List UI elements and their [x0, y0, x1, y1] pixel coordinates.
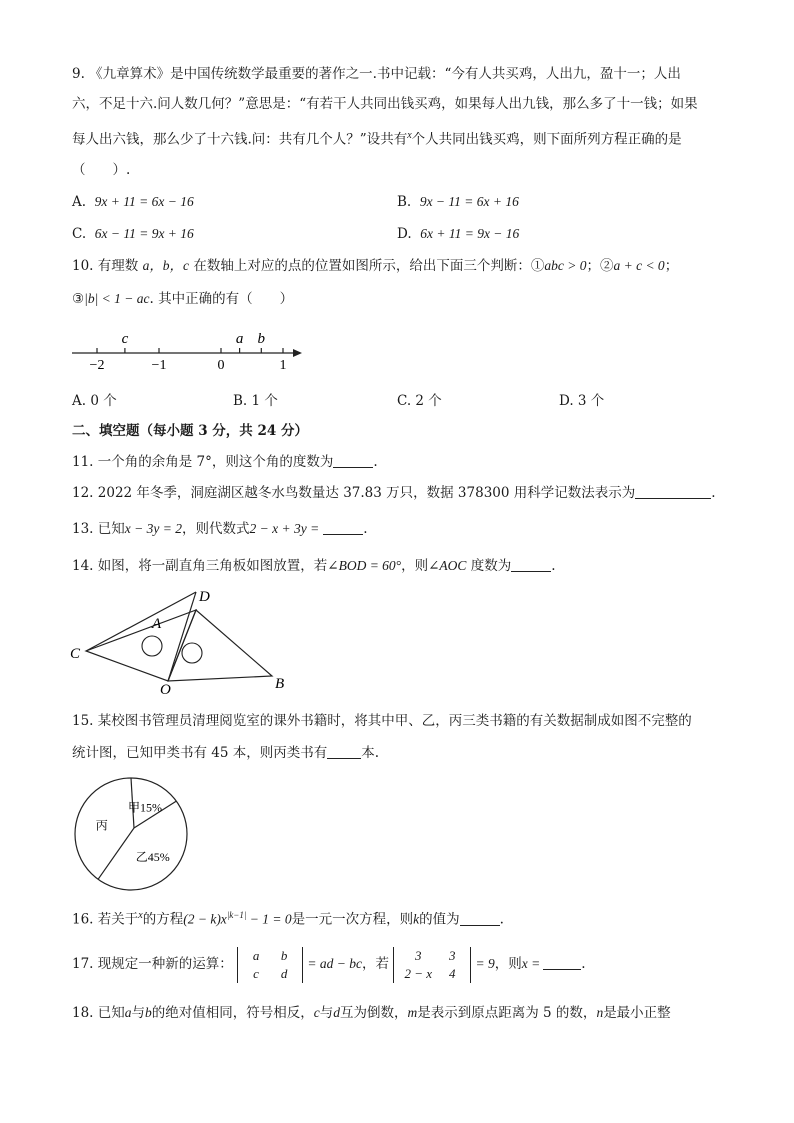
q9-option-d: D. 6x + 11 = 9x − 16: [397, 226, 520, 242]
pie-slice-label: 乙45%: [135, 849, 170, 864]
q11: 11. 一个角的余角是 7°，则这个角的度数为 .: [72, 454, 378, 470]
q16: 16. 若关于$^x$的方程$(2 - k)x^{|k-1|} - 1 = 0$是一元一次方程，则k的值为 .: [72, 910, 504, 928]
label-c: C: [70, 646, 81, 662]
number-line-points: [122, 331, 266, 353]
q9-option-b: B. 9x − 11 = 6x + 16: [397, 194, 519, 210]
number-line-tick-label: −1: [151, 358, 167, 373]
number-line-tick-label: 0: [217, 358, 225, 373]
label-o: O: [160, 682, 171, 696]
pie-slice-label: 甲15%: [127, 800, 162, 815]
pie-outline: [75, 778, 187, 890]
q9-line3: [72, 126, 682, 150]
q9-option-a: A. 9x + 11 = 6x − 16: [72, 194, 194, 210]
label-d: D: [199, 589, 210, 605]
number-line-figure: [66, 326, 316, 376]
triangle-aob: [168, 610, 272, 681]
q13-answer-blank: [323, 520, 363, 535]
determinant-definition: a b c d: [237, 947, 303, 983]
q10-option-d: D. 3 个: [559, 393, 605, 409]
q14: 14. 如图，将一副直角三角板如图放置，若∠BOD = 60°，则∠AOC 度数为 .: [72, 558, 556, 574]
number-line-tick-label: −2: [89, 358, 105, 373]
q16-answer-blank: [460, 911, 500, 926]
q15-line2: 统计图，已知甲类书有 45 本，则丙类书有 本.: [72, 745, 380, 761]
determinant-given: 3 3 2 − x 4: [393, 947, 471, 983]
q9-option-c: C. 6x − 11 = 9x + 16: [72, 226, 194, 242]
q12-answer-blank: [635, 484, 711, 499]
q13: 13. 已知x − 3y = 2，则代数式2 − x + 3y = .: [72, 521, 368, 537]
q10-line1: 10. 有理数 a，b，c 在数轴上对应的点的位置如图所示，给出下面三个判断：①abc > 0；②a + c < 0；: [72, 258, 679, 274]
section-title-fill-in: 二、填空题（每小题 3 分，共 24 分）: [72, 423, 308, 439]
number-line-point-label-c: c: [121, 331, 129, 347]
q15-answer-blank: [327, 744, 361, 759]
pie-slice-label: 丙: [95, 818, 108, 833]
q18: 18. 已知a与b的绝对值相同，符号相反，c与d互为倒数，m是表示到原点距离为 5 的数，n是最小正整: [72, 1005, 671, 1021]
q17: 17. 现规定一种新的运算： a b c d = ad − bc，若 3 3 2 − x 4 = 9，则x = .: [72, 947, 586, 981]
label-b: B: [275, 676, 285, 692]
q15-line1: 15. 某校图书管理员清理阅览室的课外书籍时，将其中甲、乙，丙三类书籍的有关数据制成如图不完整的: [72, 713, 692, 729]
q14-answer-blank: [511, 557, 551, 572]
q10-option-a: A. 0 个: [72, 393, 117, 409]
q9-line4: （ ）.: [72, 162, 131, 178]
q12: 12. 2022 年冬季，洞庭湖区越冬水鸟数量达 37.83 万只，数据 378300 用科学记数法表示为 .: [72, 485, 716, 501]
q11-answer-blank: [333, 453, 373, 468]
triangle-hole-left: [142, 636, 162, 656]
pie-labels: [96, 801, 170, 864]
q9-line1: 9. 《九章算术》是中国传统数学最重要的著作之一.书中记载：“今有人共买鸡，人出九，盈十一；人出: [72, 66, 681, 82]
label-a: A: [152, 616, 162, 632]
q10-option-c: C. 2 个: [397, 393, 442, 409]
q10-option-b: B. 1 个: [233, 393, 278, 409]
number-line-tick-label: 1: [279, 358, 287, 373]
triangle-hole-right: [182, 643, 202, 663]
q9-var: x: [407, 130, 412, 141]
pie-slice-boundary: [98, 828, 134, 879]
q9-line2: 六，不足十六.问人数几何？”意思是：“有若干人共同出钱买鸡，如果每人出九钱，那么多了十一钱；如果: [72, 96, 698, 112]
number-line-ticks: [90, 348, 287, 373]
line-cd: [86, 592, 196, 651]
number-line-arrow: [293, 349, 302, 357]
q9-line3-b: 个人共同出钱买鸡，则下面所列方程正确的是: [411, 131, 682, 148]
number-line-point-label-b: b: [257, 331, 266, 347]
pie-slices: [95, 778, 176, 879]
q10-line2: ③|b| < 1 − ac. 其中正确的有（ ）: [72, 291, 294, 307]
number-line-point-label-a: a: [235, 331, 244, 347]
q17-answer-blank: [543, 955, 581, 970]
q9-line3-a: 每人出六钱，那么少了十六钱.问：共有几个人？”设共有: [72, 131, 408, 148]
pie-chart: [72, 774, 192, 894]
triangle-set-figure: [66, 584, 296, 696]
